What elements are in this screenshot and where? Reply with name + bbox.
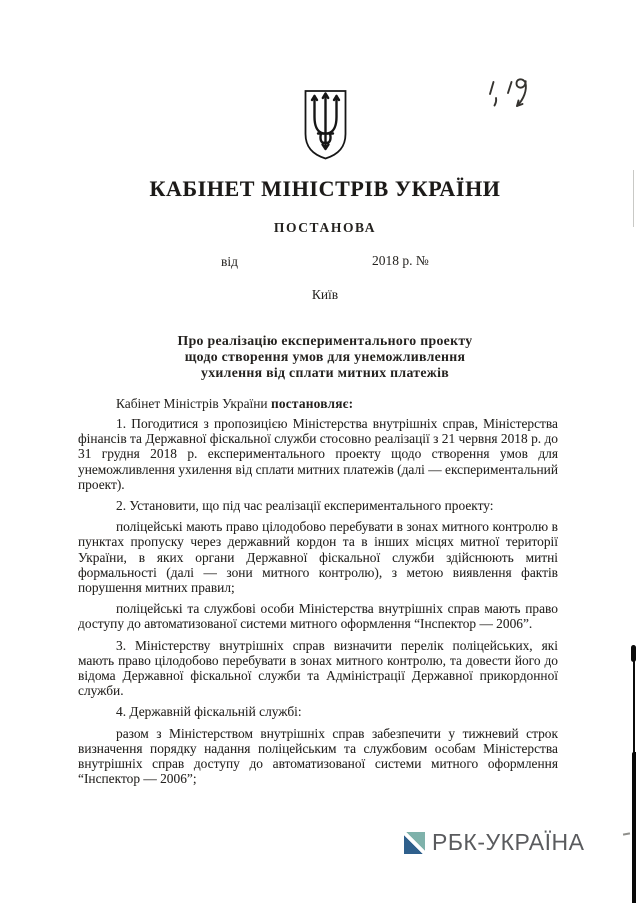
organization-name: КАБІНЕТ МІНІСТРІВ УКРАЇНИ <box>149 176 501 201</box>
scan-crease-line <box>633 170 634 227</box>
paragraph: поліцейські та службові особи Міністерства внутрішніх справ мають право доступу до автоматизованої системи митного оформлення “Інспектор — 2006”. <box>78 601 558 632</box>
title-line-2: щодо створення умов для унеможливлення <box>184 348 466 364</box>
preamble-bold: постановляє: <box>270 396 354 411</box>
paragraph: 4. Державній фіскальній службі: <box>116 704 302 720</box>
scan-artifact-bar-bottom <box>632 752 637 903</box>
preamble-regular: Кабінет Міністрів України <box>116 396 271 411</box>
document-title <box>12 333 638 381</box>
date-prefix: від <box>221 254 238 269</box>
ukraine-coat-of-arms-icon <box>302 88 349 161</box>
document-type: ПОСТАНОВА <box>273 220 377 235</box>
paragraph: 1. Погодитися з пропозицією Міністерства внутрішніх справ, Міністерства фінансів та Державної фіскальної служби стосовно реалізації з 21 червня 2018 р. до 31 грудня 2018 р. експериментального проекту щодо створення умов для унеможливлення ухилення від сплати митних платежів (далі — експериментальний проект). <box>78 416 558 492</box>
rbc-ukraine-watermark <box>404 829 584 856</box>
paragraph: 2. Установити, що під час реалізації експериментального проекту: <box>116 498 494 514</box>
city-label: Київ <box>311 287 339 302</box>
date-number-line: 2018 р. № <box>372 253 429 268</box>
rbc-logo-text: РБК-УКРАЇНА <box>432 829 585 855</box>
title-line-1: Про реалізацію експериментального проекту <box>177 333 473 348</box>
paragraph: разом з Міністерством внутрішніх справ забезпечити у тижневий строк визначення порядку надання поліцейським та службовим особам Міністерства внутрішніх справ доступу до автоматизованої системи митного оформлення “Інспектор — 2006”; <box>78 725 558 787</box>
rbc-logo-icon <box>404 832 425 854</box>
title-line-3: ухилення від сплати митних платежів <box>201 364 449 380</box>
paragraph: поліцейські мають право цілодобово перебувати в зонах митного контролю в пунктах пропуску через державний кордон та в інших місцях митної території України, в яких органи Державної фіскальної служби здійснюють митні формальності (далі — зони митного контролю), з метою виявлення фактів порушення митних правил; <box>78 519 558 596</box>
paragraph: 3. Міністерству внутрішніх справ визначити перелік поліцейських, які мають право цілодобово перебувати в зонах митного контролю, та довести його до відома Державної фіскальної служби та Адміністрації Державної прикордонної служби. <box>78 637 558 699</box>
doc-paragraphs <box>78 410 558 786</box>
scan-artifact-tick <box>623 832 630 835</box>
handwritten-mark-icon <box>484 71 542 115</box>
